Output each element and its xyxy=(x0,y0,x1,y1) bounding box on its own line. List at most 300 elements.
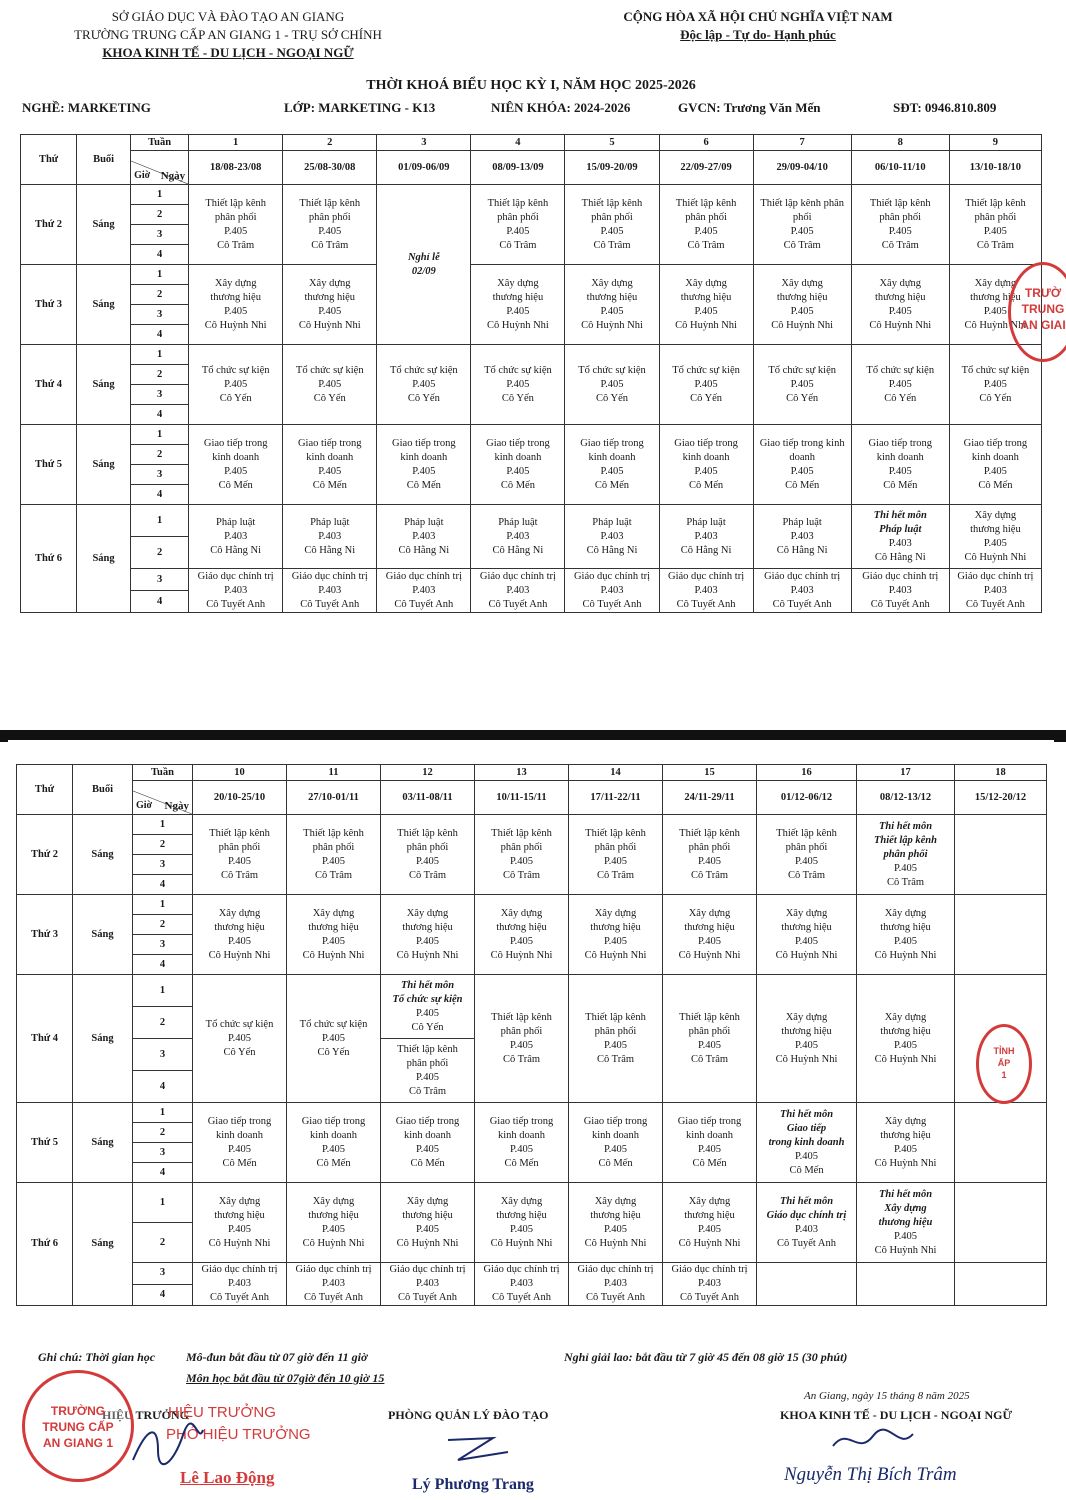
cell-line: phân phối xyxy=(497,211,539,223)
exam-line: Thi hết môn xyxy=(400,979,455,991)
period-number: 3 xyxy=(133,1143,193,1163)
cell-line: P.405 xyxy=(321,1223,346,1235)
cell-line: thương hiệu xyxy=(492,291,544,303)
cell-line: thương hiệu xyxy=(214,1209,265,1221)
cell-line: P.405 xyxy=(893,935,918,947)
class-cell[interactable] xyxy=(283,265,377,345)
class-cell[interactable] xyxy=(753,425,851,505)
timetable-2 xyxy=(16,764,1047,1306)
cell-line: Thiết lập kênh xyxy=(679,1011,740,1023)
cell-line: thương hiệu xyxy=(684,1209,735,1221)
sign-faculty: KHOA KINH TẾ - DU LỊCH - NGOẠI NGỮ xyxy=(780,1408,1013,1422)
class-cell[interactable] xyxy=(377,505,471,569)
header-gio: Giờ xyxy=(134,170,151,181)
cell-line: Cô Huỳnh Nhi xyxy=(675,319,737,331)
class-cell[interactable] xyxy=(757,975,857,1103)
class-cell[interactable] xyxy=(287,975,381,1103)
class-cell[interactable] xyxy=(663,975,757,1103)
class-cell[interactable] xyxy=(287,895,381,975)
cell-line: Cô Huỳnh Nhi xyxy=(208,1237,271,1249)
class-cell[interactable] xyxy=(471,185,565,265)
cell-line: Cô Trâm xyxy=(596,1053,635,1065)
cell-line: Cô Trâm xyxy=(408,1085,447,1097)
class-cell[interactable] xyxy=(471,569,565,613)
class-cell[interactable] xyxy=(471,345,565,425)
class-cell[interactable] xyxy=(663,895,757,975)
cell-line: P.405 xyxy=(412,465,436,477)
class-cell[interactable] xyxy=(659,345,753,425)
cell-line: Giáo dục chính trị xyxy=(862,570,939,582)
cell-line: Cô Mến xyxy=(692,1157,727,1169)
cell-line: Cô Hằng Ni xyxy=(680,544,732,556)
week-number: 15 xyxy=(663,765,757,781)
class-cell[interactable] xyxy=(189,345,283,425)
cell-line: P.405 xyxy=(600,465,624,477)
class-cell[interactable] xyxy=(753,345,851,425)
cell-line: Cô Huỳnh Nhi xyxy=(486,319,549,331)
class-cell[interactable] xyxy=(381,1039,475,1103)
empty-cell xyxy=(955,1263,1047,1306)
cell-line: Cô Huỳnh Nhi xyxy=(775,949,838,961)
cell-line: Cô Trâm xyxy=(687,239,725,251)
class-cell[interactable] xyxy=(475,895,569,975)
week-number: 18 xyxy=(955,765,1047,781)
class-cell[interactable] xyxy=(753,265,851,345)
cell-line: thương hiệu xyxy=(402,1209,453,1221)
class-cell[interactable] xyxy=(565,505,659,569)
nation-name: CỘNG HÒA XÃ HỘI CHỦ NGHĨA VIỆT NAM xyxy=(623,9,893,24)
class-cell[interactable] xyxy=(283,185,377,265)
class-cell[interactable] xyxy=(757,815,857,895)
cell-line: thương hiệu xyxy=(680,291,732,303)
cell-line: Pháp luật xyxy=(782,516,822,528)
cell-line: Cô Huỳnh Nhi xyxy=(302,1237,365,1249)
empty-cell xyxy=(757,1263,857,1306)
cell-line: P.405 xyxy=(321,935,346,947)
cell-line: Cô Huỳnh Nhi xyxy=(584,1237,647,1249)
class-cell[interactable] xyxy=(287,1263,381,1306)
cell-line: phối xyxy=(792,211,812,223)
week-dates: 13/10-18/10 xyxy=(949,151,1041,185)
session-label: Sáng xyxy=(77,185,131,265)
cell-line: P.405 xyxy=(694,465,718,477)
cell-line: Cô Tuyết Anh xyxy=(492,1292,551,1303)
period-number: 3 xyxy=(131,569,189,591)
exam-line: P.405 xyxy=(794,1150,819,1162)
class-cell[interactable] xyxy=(287,815,381,895)
cell-line: P.403 xyxy=(697,1278,722,1289)
cell-line: kinh doanh xyxy=(212,451,260,463)
cell-line: Cô Huỳnh Nhi xyxy=(298,319,361,331)
class-cell[interactable] xyxy=(565,265,659,345)
cell-line: Cô Yến xyxy=(690,392,723,404)
session-label: Sáng xyxy=(73,975,133,1103)
class-cell[interactable] xyxy=(377,425,471,505)
class-cell[interactable] xyxy=(471,265,565,345)
class-cell[interactable] xyxy=(659,425,753,505)
class-cell[interactable] xyxy=(659,185,753,265)
cell-line: phân phối xyxy=(688,841,731,853)
cell-line: Cô Hằng Ni xyxy=(304,544,356,556)
cell-line: Xây dựng xyxy=(591,277,633,289)
class-cell[interactable] xyxy=(569,1263,663,1306)
class-cell[interactable] xyxy=(569,815,663,895)
day-label: Thứ 5 xyxy=(17,1103,73,1183)
exam-line: P.405 xyxy=(893,1230,918,1242)
exam-cell[interactable] xyxy=(757,1183,857,1263)
class-cell[interactable] xyxy=(569,895,663,975)
cell-line: P.403 xyxy=(506,530,530,542)
period-number: 2 xyxy=(133,835,193,855)
cell-line: P.405 xyxy=(603,855,628,867)
cell-line: P.403 xyxy=(888,584,912,596)
class-cell[interactable] xyxy=(949,569,1041,613)
cell-line: P.405 xyxy=(600,378,624,390)
cell-line: Giao tiếp trong xyxy=(203,437,268,449)
class-cell[interactable] xyxy=(189,185,283,265)
class-cell[interactable] xyxy=(377,569,471,613)
cell-line: Tổ chức sự kiện xyxy=(484,364,552,376)
period-number: 1 xyxy=(131,505,189,537)
class-cell[interactable] xyxy=(949,505,1041,569)
class-cell[interactable] xyxy=(471,505,565,569)
class-cell[interactable] xyxy=(189,265,283,345)
class-cell[interactable] xyxy=(857,975,955,1103)
period-number: 3 xyxy=(133,855,193,875)
period-number: 4 xyxy=(133,875,193,895)
class-cell[interactable] xyxy=(857,895,955,975)
cell-line: Cô Yến xyxy=(501,392,534,404)
cell-line: Cô Tuyết Anh xyxy=(582,598,642,610)
cell-line: thương hiệu xyxy=(880,1129,931,1141)
class-cell[interactable] xyxy=(659,505,753,569)
cell-line: thương hiệu xyxy=(496,921,547,933)
week-number: 5 xyxy=(565,135,659,151)
info-nienkhoa: NIÊN KHÓA: 2024-2026 xyxy=(491,100,631,115)
cell-line: Pháp luật xyxy=(215,516,256,528)
cell-line: Cô Huỳnh Nhi xyxy=(874,1157,937,1169)
class-cell[interactable] xyxy=(381,895,475,975)
cell-line: Cô Mến xyxy=(504,1157,539,1169)
cell-line: Cô Mến xyxy=(500,479,535,491)
cell-line: P.403 xyxy=(412,530,436,542)
cell-line: Giao tiếp trong xyxy=(486,437,550,449)
period-number: 1 xyxy=(131,185,189,205)
class-cell[interactable] xyxy=(565,425,659,505)
class-cell[interactable] xyxy=(753,505,851,569)
cell-line: Giao tiếp trong xyxy=(392,437,456,449)
cell-line: Cô Mến xyxy=(978,479,1013,491)
class-cell[interactable] xyxy=(949,425,1041,505)
class-cell[interactable] xyxy=(283,505,377,569)
cell-line: Tổ chức sự kiện xyxy=(295,364,364,376)
cell-line: Cô Yến xyxy=(317,1046,350,1058)
cell-line: Cô Tuyết Anh xyxy=(398,1292,457,1303)
class-cell[interactable] xyxy=(851,345,949,425)
cell-line: P.405 xyxy=(415,1071,440,1083)
period-number: 2 xyxy=(133,1123,193,1143)
exam-line: Cô Trâm xyxy=(886,876,925,888)
class-cell[interactable] xyxy=(287,1183,381,1263)
week-number: 7 xyxy=(753,135,851,151)
exam-cell[interactable] xyxy=(381,975,475,1039)
cell-line: P.405 xyxy=(603,935,628,947)
period-number: 2 xyxy=(133,1007,193,1039)
header-thu: Thứ xyxy=(21,135,77,185)
cell-line: Giáo dục chính trị xyxy=(197,570,274,582)
period-number: 3 xyxy=(131,225,189,245)
exam-line: P.405 xyxy=(893,862,918,874)
cell-line: thương hiệu xyxy=(308,921,359,933)
cell-line: phân phối xyxy=(974,211,1017,223)
cell-line: thương hiệu xyxy=(496,1209,547,1221)
cell-line: P.405 xyxy=(697,1143,722,1155)
header-tuan: Tuần xyxy=(131,135,189,151)
period-number: 4 xyxy=(131,591,189,613)
cell-line: P.403 xyxy=(790,584,814,596)
class-cell[interactable] xyxy=(851,265,949,345)
cell-line: kinh doanh xyxy=(592,1129,639,1141)
week-dates: 15/09-20/09 xyxy=(565,151,659,185)
cell-line: Cô Huỳnh Nhi xyxy=(396,949,459,961)
cell-line: P.405 xyxy=(224,465,248,477)
cell-line: Cô Yến xyxy=(223,1046,256,1058)
cell-line: P.405 xyxy=(697,1039,722,1051)
cell-line: Cô Huỳnh Nhi xyxy=(775,1053,838,1065)
class-cell[interactable] xyxy=(659,569,753,613)
cell-line: Cô Tuyết Anh xyxy=(304,1292,363,1303)
week-number: 4 xyxy=(471,135,565,151)
cell-line: Cô Trâm xyxy=(690,869,729,881)
class-cell[interactable] xyxy=(475,815,569,895)
class-cell[interactable] xyxy=(193,815,287,895)
class-cell[interactable] xyxy=(193,895,287,975)
cell-line: Thiết lập kênh phân xyxy=(760,197,844,209)
exam-cell[interactable] xyxy=(851,505,949,569)
cell-line: P.405 xyxy=(224,378,248,390)
cell-line: Thiết lập kênh xyxy=(679,827,740,839)
cell-line: Giáo dục chính trị xyxy=(483,1264,560,1275)
cell-line: Cô Trâm xyxy=(311,239,349,251)
week-number: 16 xyxy=(757,765,857,781)
class-cell[interactable] xyxy=(381,815,475,895)
faculty-name: KHOA KINH TẾ - DU LỊCH - NGOẠI NGỮ xyxy=(102,45,354,60)
class-cell[interactable] xyxy=(475,1263,569,1306)
cell-line: Xây dựng xyxy=(214,277,257,289)
cell-line: thương hiệu xyxy=(874,291,926,303)
class-cell[interactable] xyxy=(753,185,851,265)
cell-line: Xây dựng xyxy=(884,1115,927,1127)
cell-line: kinh doanh xyxy=(306,451,354,463)
exam-line: thương hiệu xyxy=(878,1216,933,1228)
exam-line: Thi hết môn xyxy=(878,1188,933,1200)
class-cell[interactable] xyxy=(381,1183,475,1263)
period-number: 3 xyxy=(131,465,189,485)
header-buoi: Buổi xyxy=(77,135,131,185)
cell-line: Cô Mến xyxy=(406,479,441,491)
cell-line: P.403 xyxy=(412,584,436,596)
cell-line: Cô Hằng Ni xyxy=(776,544,828,556)
cell-line: Xây dựng xyxy=(218,907,261,919)
cell-line: phân phối xyxy=(500,841,543,853)
class-cell[interactable] xyxy=(851,425,949,505)
cell-line: Tổ chức sự kiện xyxy=(299,1018,368,1030)
name-khoa: Nguyễn Thị Bích Trâm xyxy=(784,1464,957,1485)
class-cell[interactable] xyxy=(569,975,663,1103)
cell-line: Xây dựng xyxy=(781,277,823,289)
cell-line: Cô Huỳnh Nhi xyxy=(678,1237,741,1249)
cell-line: Pháp luật xyxy=(686,516,726,528)
week-dates: 27/10-01/11 xyxy=(287,781,381,815)
class-cell[interactable] xyxy=(193,1103,287,1183)
period-number: 4 xyxy=(131,245,189,265)
week-number: 14 xyxy=(569,765,663,781)
class-cell[interactable] xyxy=(565,345,659,425)
cell-line: P.405 xyxy=(888,305,912,317)
class-cell[interactable] xyxy=(381,1263,475,1306)
class-cell[interactable] xyxy=(193,975,287,1103)
cell-line: Thiết lập kênh xyxy=(491,1011,552,1023)
cell-line: Cô Hằng Ni xyxy=(398,544,450,556)
cell-line: phân phối xyxy=(688,1025,731,1037)
cell-line: Thiết lập kênh xyxy=(585,827,646,839)
cell-line: P.405 xyxy=(318,225,342,237)
exam-line: Tổ chức sự kiện xyxy=(392,993,463,1005)
cell-line: thương hiệu xyxy=(402,921,453,933)
class-cell[interactable] xyxy=(663,1183,757,1263)
cell-line: kinh doanh xyxy=(971,451,1019,463)
class-cell[interactable] xyxy=(663,1103,757,1183)
cell-line: Cô Huỳnh Nhi xyxy=(869,319,932,331)
cell-line: P.405 xyxy=(227,935,252,947)
exam-line: Thiết lập kênh xyxy=(873,834,937,846)
cell-line: kinh doanh xyxy=(404,1129,451,1141)
class-cell[interactable] xyxy=(283,425,377,505)
exam-line: Thi hết môn xyxy=(873,509,927,521)
class-cell[interactable] xyxy=(659,265,753,345)
cell-line: Tổ chức sự kiện xyxy=(672,364,740,376)
class-cell[interactable] xyxy=(851,185,949,265)
class-cell[interactable] xyxy=(283,569,377,613)
cell-line: Xây dựng xyxy=(688,907,731,919)
cell-line: kinh doanh xyxy=(400,451,448,463)
exam-line: P.403 xyxy=(888,537,912,549)
week-dates: 17/11-22/11 xyxy=(569,781,663,815)
class-cell[interactable] xyxy=(193,1183,287,1263)
class-cell[interactable] xyxy=(753,569,851,613)
exam-line: Pháp luật xyxy=(879,523,922,535)
exam-line: P.403 xyxy=(794,1223,819,1235)
cell-line: P.405 xyxy=(603,1223,628,1235)
class-cell[interactable] xyxy=(475,975,569,1103)
cell-line: phân phối xyxy=(308,211,351,223)
header-buoi: Buổi xyxy=(73,765,133,815)
cell-line: Giao tiếp trong xyxy=(489,1115,554,1127)
week-number: 3 xyxy=(377,135,471,151)
period-number: 1 xyxy=(133,815,193,835)
cell-line: Giao tiếp trong xyxy=(301,1115,366,1127)
cell-line: Cô Mến xyxy=(312,479,347,491)
period-number: 1 xyxy=(133,1183,193,1223)
info-lop: LỚP: MARKETING - K13 xyxy=(284,100,436,115)
timetable-sheet-1 xyxy=(8,0,1066,650)
cell-line: Cô Hằng Ni xyxy=(210,544,262,556)
week-dates: 29/09-04/10 xyxy=(753,151,851,185)
class-cell[interactable] xyxy=(663,815,757,895)
period-number: 4 xyxy=(133,1163,193,1183)
class-cell[interactable] xyxy=(565,185,659,265)
period-number: 2 xyxy=(131,365,189,385)
cell-line: Cô Trâm xyxy=(690,1053,729,1065)
cell-line: phân phối xyxy=(406,1057,449,1069)
cell-line: Thiết lập kênh xyxy=(869,197,931,209)
class-cell[interactable] xyxy=(475,1183,569,1263)
name-hieutruong: Lê Lao Động xyxy=(180,1468,275,1487)
class-cell[interactable] xyxy=(189,425,283,505)
cell-line: P.405 xyxy=(509,1143,534,1155)
class-cell[interactable] xyxy=(189,505,283,569)
class-cell[interactable] xyxy=(757,895,857,975)
cell-line: Giáo dục chính trị xyxy=(573,570,651,582)
cell-line: Giao tiếp trong xyxy=(583,1115,648,1127)
cell-line: P.405 xyxy=(600,305,624,317)
class-cell[interactable] xyxy=(283,345,377,425)
cell-line: P.405 xyxy=(509,1039,534,1051)
class-cell[interactable] xyxy=(193,1263,287,1306)
cell-line: P.405 xyxy=(506,465,530,477)
period-number: 2 xyxy=(131,205,189,225)
cell-line: Giao tiếp trong xyxy=(395,1115,460,1127)
dept-name: SỞ GIÁO DỤC VÀ ĐÀO TẠO AN GIANG xyxy=(111,9,345,24)
class-cell[interactable] xyxy=(949,185,1041,265)
cell-line: P.405 xyxy=(318,378,342,390)
class-cell[interactable] xyxy=(569,1103,663,1183)
class-cell[interactable] xyxy=(381,1103,475,1183)
class-cell[interactable] xyxy=(663,1263,757,1306)
exam-cell[interactable] xyxy=(757,1103,857,1183)
class-cell[interactable] xyxy=(569,1183,663,1263)
header-tuan: Tuần xyxy=(133,765,193,781)
class-cell[interactable] xyxy=(189,569,283,613)
cell-line: Thiết lập kênh xyxy=(487,197,549,209)
class-cell[interactable] xyxy=(565,569,659,613)
class-cell[interactable] xyxy=(377,345,471,425)
cell-line: P.403 xyxy=(694,584,718,596)
class-cell[interactable] xyxy=(475,1103,569,1183)
cell-line: Cô Huỳnh Nhi xyxy=(490,949,553,961)
cell-line: phân phối xyxy=(312,841,355,853)
cell-line: P.405 xyxy=(603,1039,628,1051)
exam-line: Cô Yến xyxy=(411,1021,444,1033)
cell-line: Cô Mến xyxy=(222,1157,257,1169)
cell-line: P.405 xyxy=(888,465,912,477)
exam-cell[interactable] xyxy=(857,815,955,895)
class-cell[interactable] xyxy=(857,1103,955,1183)
class-cell[interactable] xyxy=(851,569,949,613)
cell-line: Giao tiếp trong xyxy=(207,1115,272,1127)
session-label: Sáng xyxy=(73,1103,133,1183)
class-cell[interactable] xyxy=(287,1103,381,1183)
cell-line: Xây dựng xyxy=(785,1011,828,1023)
cell-line: Xây dựng xyxy=(497,277,539,289)
cell-line: P.405 xyxy=(697,855,722,867)
cell-line: Cô Tuyết Anh xyxy=(300,598,360,610)
cell-line: Cô Mến xyxy=(598,1157,633,1169)
exam-cell[interactable] xyxy=(857,1183,955,1263)
cell-line: kinh doanh xyxy=(216,1129,263,1141)
class-cell[interactable] xyxy=(471,425,565,505)
cell-line: P.405 xyxy=(321,1032,346,1044)
